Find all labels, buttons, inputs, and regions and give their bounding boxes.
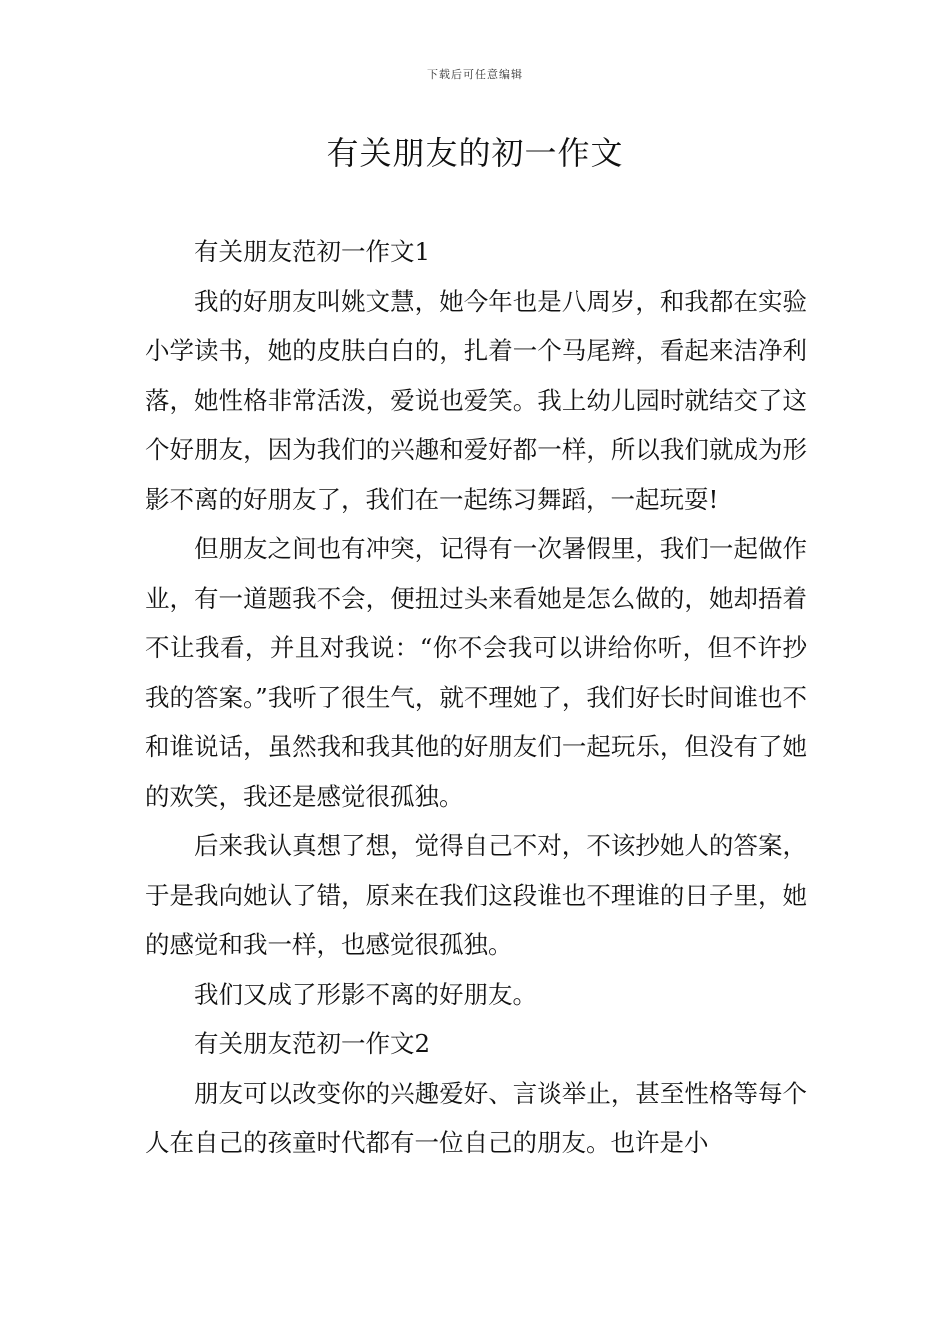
- document-body: [145, 227, 807, 1168]
- header-note: 下载后可任意编辑: [427, 68, 523, 81]
- paragraph: 朋友可以改变你的兴趣爱好、言谈举止，甚至性格等每个人在自己的孩童时代都有一位自己的朋友。也许是小: [145, 1078, 807, 1157]
- paragraph: 后来我认真想了想，觉得自己不对，不该抄她人的答案，于是我向她认了错，原来在我们这段谁也不理谁的日子里，她的感觉和我一样，也感觉很孤独。: [145, 831, 807, 959]
- section-heading-1: 有关朋友范初一作文1: [194, 237, 431, 266]
- paragraph: 但朋友之间也有冲突，记得有一次暑假里，我们一起做作业，有一道题我不会，便扭过头来看她是怎么做的，她却捂着不让我看，并且对我说：“你不会我可以讲给你听，但不许抄我的答案。”我听了很生气，就不理她了，我们好长时间谁也不和谁说话，虽然我和我其他的好朋友们一起玩乐，但没有了她的欢笑，我还是感觉很孤独。: [145, 534, 807, 811]
- paragraph: 我们又成了形影不离的好朋友。: [194, 979, 537, 1009]
- section-heading-2: 有关朋友范初一作文2: [194, 1029, 431, 1058]
- paragraph: 我的好朋友叫姚文慧，她今年也是八周岁，和我都在实验小学读书，她的皮肤白白的，扎着一个马尾辫，看起来洁净利落，她性格非常活泼，爱说也爱笑。我上幼儿园时就结交了这个好朋友，因为我们的兴趣和爱好都一样，所以我们就成为形影不离的好朋友了，我们在一起练习舞蹈，一起玩耍!: [145, 286, 807, 514]
- document-title: 有关朋友的初一作文: [326, 134, 624, 172]
